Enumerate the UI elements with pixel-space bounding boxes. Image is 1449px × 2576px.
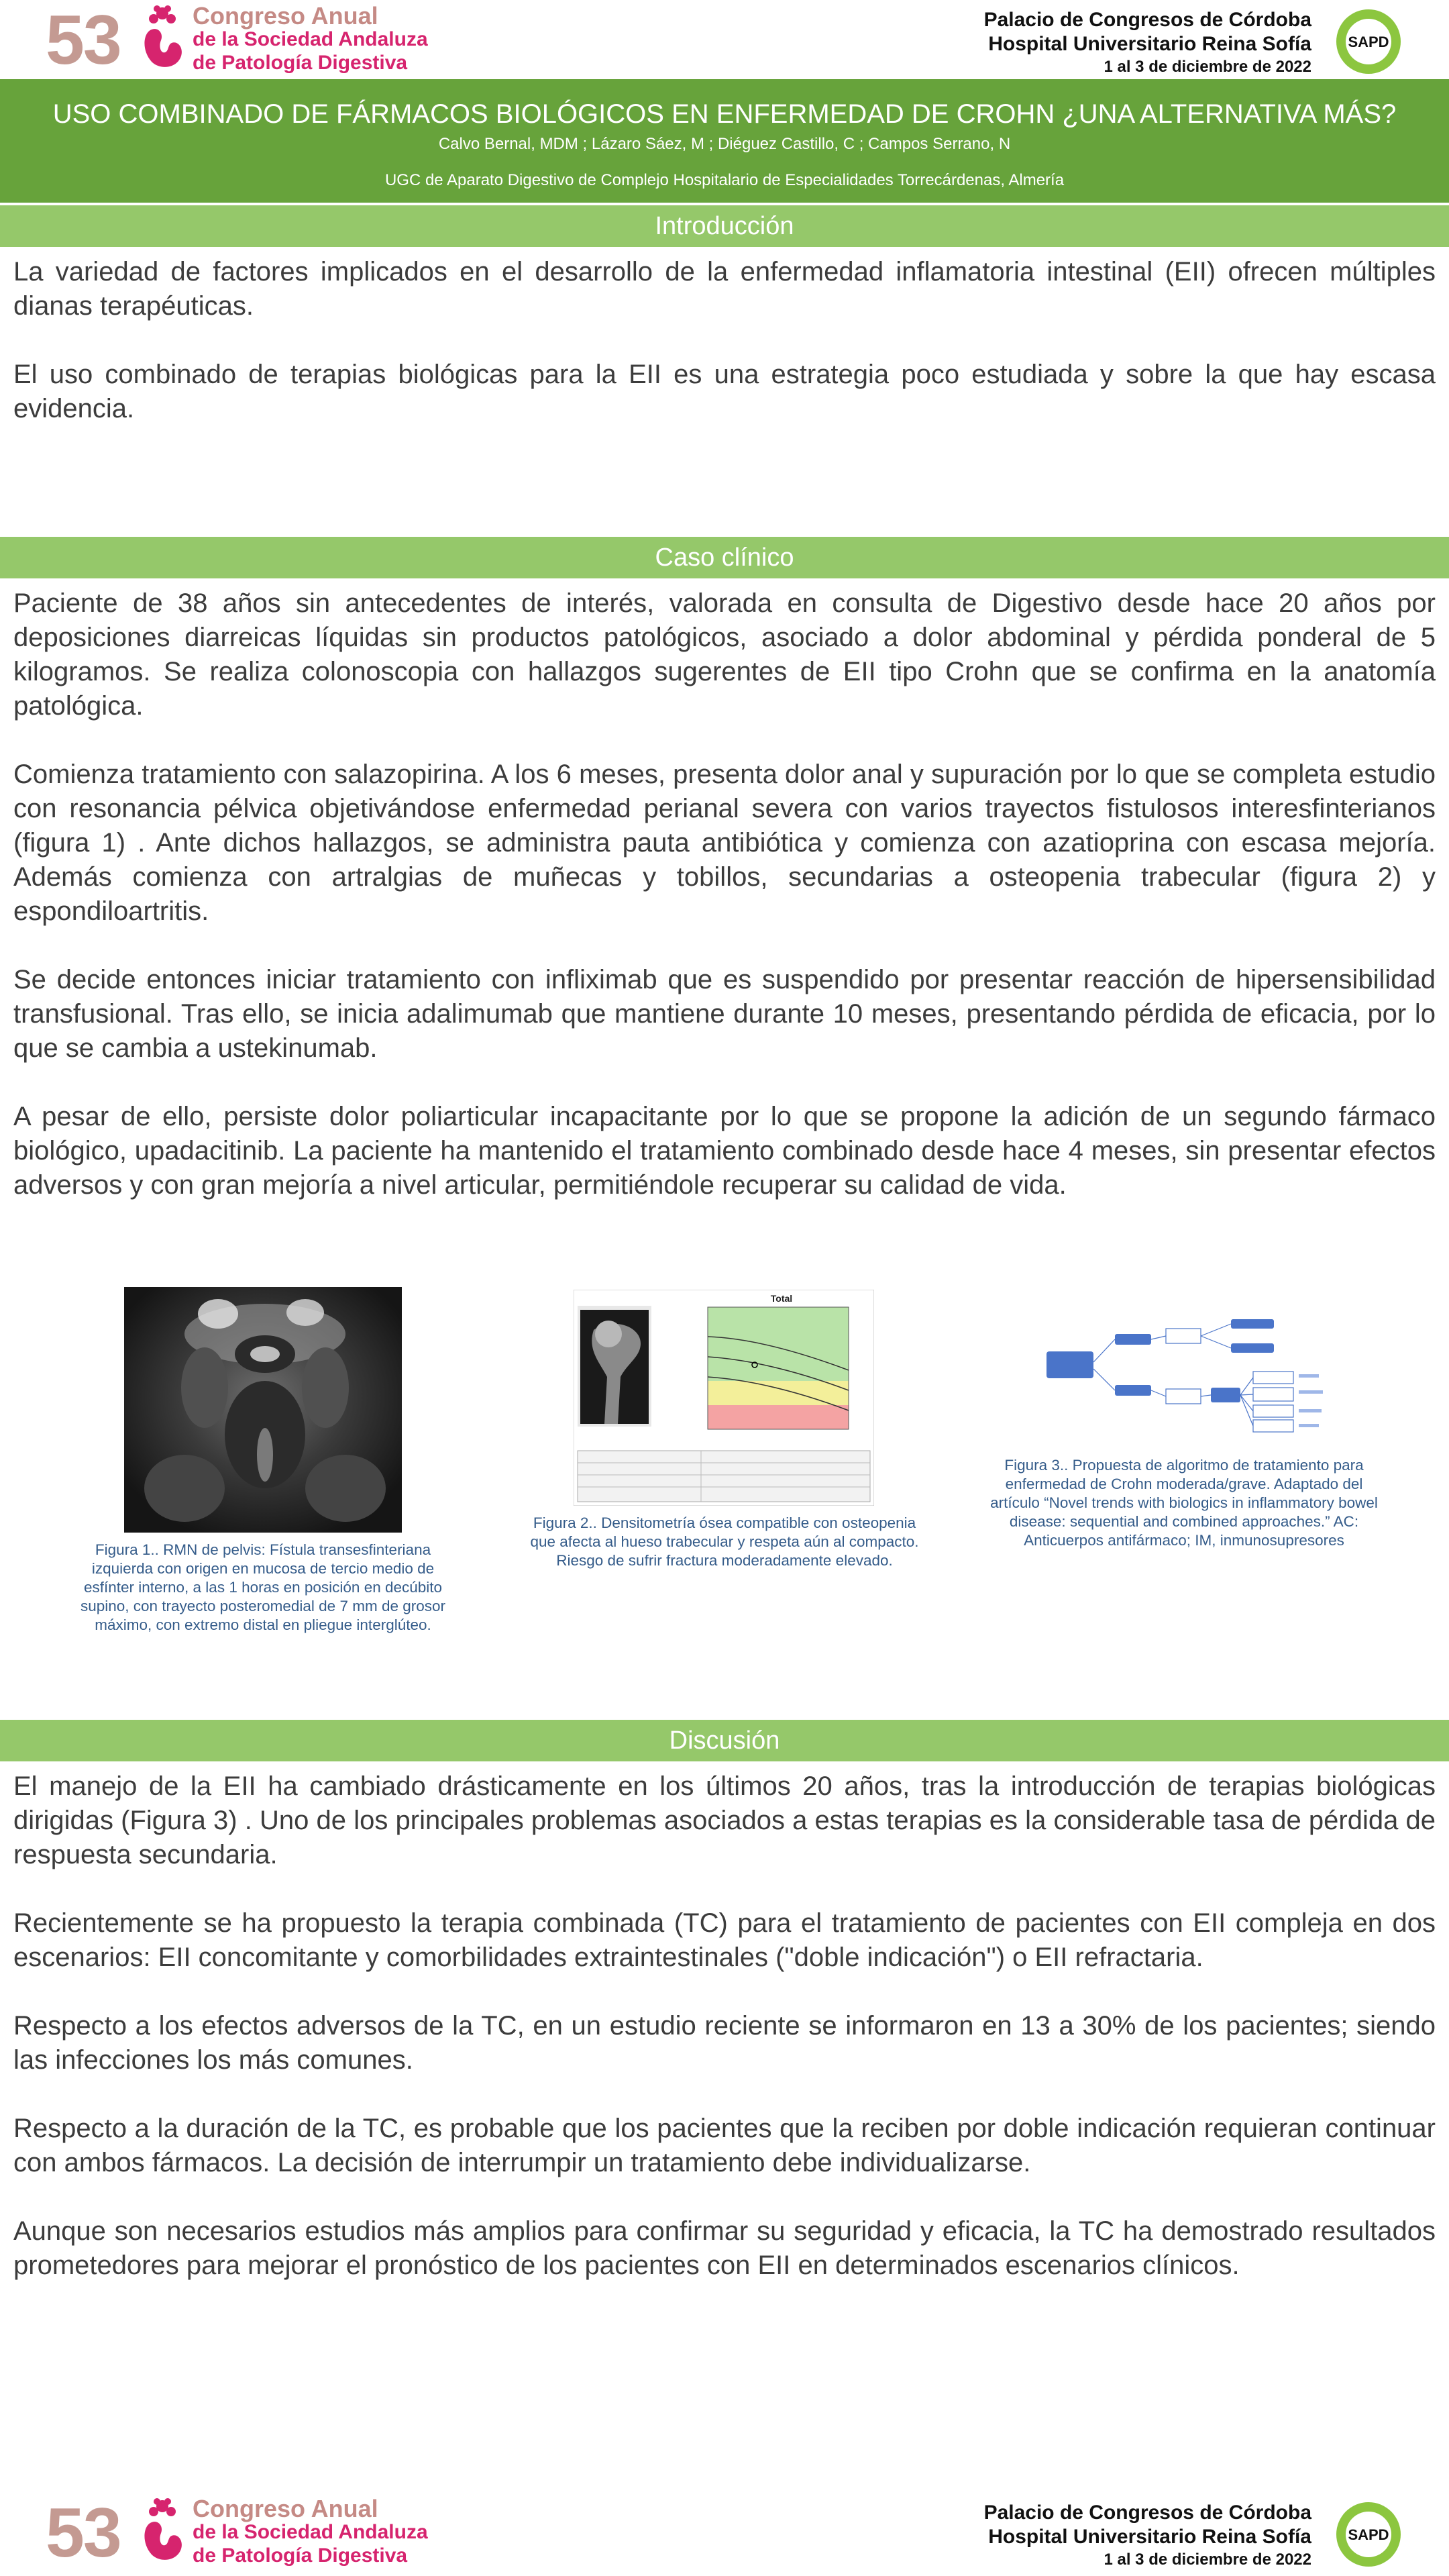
case-paragraph-1: Paciente de 38 años sin antecedentes de interés, valorada en consulta de Digestivo desde hace 20 años por deposiciones diarreicas líquidas sin productos patológicos, asociado a dolor abdominal y pérdida ponderal de 5 kilogramos. Se realiza colonoscopia con hallazgos sugerentes de EII tipo Crohn que se confirma en la anatomía patológica. [13, 588, 1436, 721]
authors: Calvo Bernal, MDM ; Lázaro Sáez, M ; Diéguez Castillo, C ; Campos Serrano, N [438, 135, 1011, 153]
logo-line-2: de la Sociedad Andaluza [193, 28, 428, 50]
footer-flower-logo-icon [131, 2495, 193, 2565]
footer-logo-line-3: de Patología Digestiva [193, 2544, 408, 2567]
poster-footer [0, 2493, 1449, 2572]
case-section-header: Caso clínico [0, 537, 1449, 578]
institution: UGC de Aparato Digestivo de Complejo Hospitalario de Especialidades Torrecárdenas, Almería [384, 171, 1065, 189]
venue-line-1: Palacio de Congresos de Córdoba [983, 9, 1311, 31]
discussion-text [13, 1769, 1436, 2317]
figure-3-caption: Figura 3.. Propuesta de algoritmo de tratamiento para enfermedad de Crohn moderada/grave. Adaptado del artículo “Novel trends with biologics in inflammatory bowel disease: sequential and combined approaches.” AC: Anticuerpos antifármaco; IM, inmunosupresores [990, 1457, 1378, 1549]
intro-text [13, 255, 1436, 460]
venue-line-2: Hospital Universitario Reina Sofía [988, 33, 1311, 55]
figure-2-chart-title: Total [770, 1293, 793, 1304]
footer-venue-line-1: Palacio de Congresos de Córdoba [983, 2502, 1311, 2524]
discussion-paragraph-1: El manejo de la EII ha cambiado drásticamente en los últimos 20 años, tras la introducción de terapias biológicas dirigidas (Figura 3) . Uno de los principales problemas asociados a estas terapias es la considerable tasa de pérdida de respuesta secundaria. [13, 1771, 1436, 1869]
case-paragraph-4: A pesar de ello, persiste dolor poliarticular incapacitante por lo que se propone la adición de un segundo fármaco biológico, upadacitinib. La paciente ha mantenido el tratamiento combinado desde hace 4 meses, sin presentar efectos adversos y con gran mejoría a nivel articular, permitiéndole recuperar su calidad de vida. [13, 1102, 1436, 1200]
footer-congress-number: 53 [46, 2494, 121, 2572]
footer-logo-line-1: Congreso Anual [193, 2495, 378, 2522]
footer-venue-info [984, 2501, 1311, 2571]
case-paragraph-3: Se decide entonces iniciar tratamiento con infliximab que es suspendido por presentar reacción de hipersensibilidad transfusional. Tras ello, se inicia adalimumab que mantiene durante 10 meses, presentando pérdida de eficacia, por lo que se cambia a ustekinumab. [13, 965, 1436, 1063]
venue-info [984, 8, 1311, 78]
footer-sapd-seal-icon [1335, 2501, 1402, 2568]
figure-2-chart-plot [708, 1307, 849, 1429]
footer-logo-text [193, 2497, 428, 2567]
discussion-paragraph-4: Respecto a la duración de la TC, es probable que los pacientes que la reciben por doble indicación requieran continuar con ambos fármacos. La decisión de interrumpir un tratamiento debe individualizarse. [13, 2114, 1436, 2177]
case-paragraph-2: Comienza tratamiento con salazopirina. A los 6 meses, presenta dolor anal y supuración por lo que se completa estudio con resonancia pélvica objetivándose enfermedad perianal severa con varios trayectos fistulosos interesfinterianos (figura 1) . Ante dichos hallazgos, se administra pauta antibiótica y comienza con azatioprina con escasa mejoría. Además comienza con artralgias de muñecas y tobillos, secundarias a osteopenia trabecular (figura 2) y espondiloartritis. [13, 760, 1436, 926]
figure-2-densitometry-image [574, 1290, 874, 1506]
venue-dates: 1 al 3 de diciembre de 2022 [1104, 58, 1311, 76]
congress-logo-text [193, 4, 428, 74]
poster-title: USO COMBINADO DE FÁRMACOS BIOLÓGICOS EN ENFERMEDAD DE CROHN ¿UNA ALTERNATIVA MÁS? [52, 99, 1397, 129]
intro-section-header: Introducción [0, 205, 1449, 247]
figure-3-algorithm-diagram [1040, 1315, 1328, 1436]
sapd-badge-text: SAPD [1348, 34, 1389, 50]
intro-paragraph-2: El uso combinado de terapias biológicas para la EII es una estrategia poco estudiada y sobre la que hay escasa evidencia. [13, 360, 1436, 423]
figure-2-caption: Figura 2.. Densitometría ósea compatible con osteopenia que afecta al hueso trabecular y respeta aún al compacto. Riesgo de sufrir fractura moderadamente elevado. [530, 1514, 919, 1569]
title-band [0, 79, 1449, 203]
logo-line-3: de Patología Digestiva [193, 52, 408, 74]
poster-header [0, 0, 1449, 79]
case-text [13, 586, 1436, 1237]
discussion-paragraph-5: Aunque son necesarios estudios más amplios para confirmar su seguridad y eficacia, la TC ha demostrado resultados prometedores para mejorar el pronóstico de los pacientes con EII en determinados escenarios clínicos. [13, 2216, 1436, 2280]
discussion-paragraph-2: Recientemente se ha propuesto la terapia combinada (TC) para el tratamiento de pacientes con EII compleja en dos escenarios: EII concomitante y comorbilidades extraintestinales ("doble indicación") o EII refractaria. [13, 1908, 1436, 1972]
intro-paragraph-1: La variedad de factores implicados en el desarrollo de la enfermedad inflamatoria intestinal (EII) ofrecen múltiples dianas terapéuticas. [13, 257, 1436, 321]
discussion-paragraph-3: Respecto a los efectos adversos de la TC, en un estudio reciente se informaron en 13 a 30% de los pacientes; siendo las infecciones los más comunes. [13, 2011, 1436, 2075]
footer-sapd-badge-text: SAPD [1348, 2526, 1389, 2543]
footer-logo-line-2: de la Sociedad Andaluza [193, 2521, 428, 2543]
footer-venue-line-2: Hospital Universitario Reina Sofía [988, 2526, 1311, 2548]
discussion-section-header: Discusión [0, 1720, 1449, 1761]
logo-line-1: Congreso Anual [193, 2, 378, 30]
figure-1-caption: Figura 1.. RMN de pelvis: Fístula transesfinteriana izquierda con origen en mucosa de tercio medio de esfínter interno, a las 1 horas en posición en decúbito supino, con trayecto posteromedial de 7 mm de grosor máximo, con extremo distal en pliegue interglúteo. [80, 1541, 446, 1633]
flower-logo-icon [131, 3, 193, 72]
figure-1-mri-image [124, 1287, 402, 1533]
congress-number: 53 [46, 1, 121, 79]
sapd-seal-icon [1335, 8, 1402, 75]
footer-venue-dates: 1 al 3 de diciembre de 2022 [1104, 2551, 1311, 2569]
